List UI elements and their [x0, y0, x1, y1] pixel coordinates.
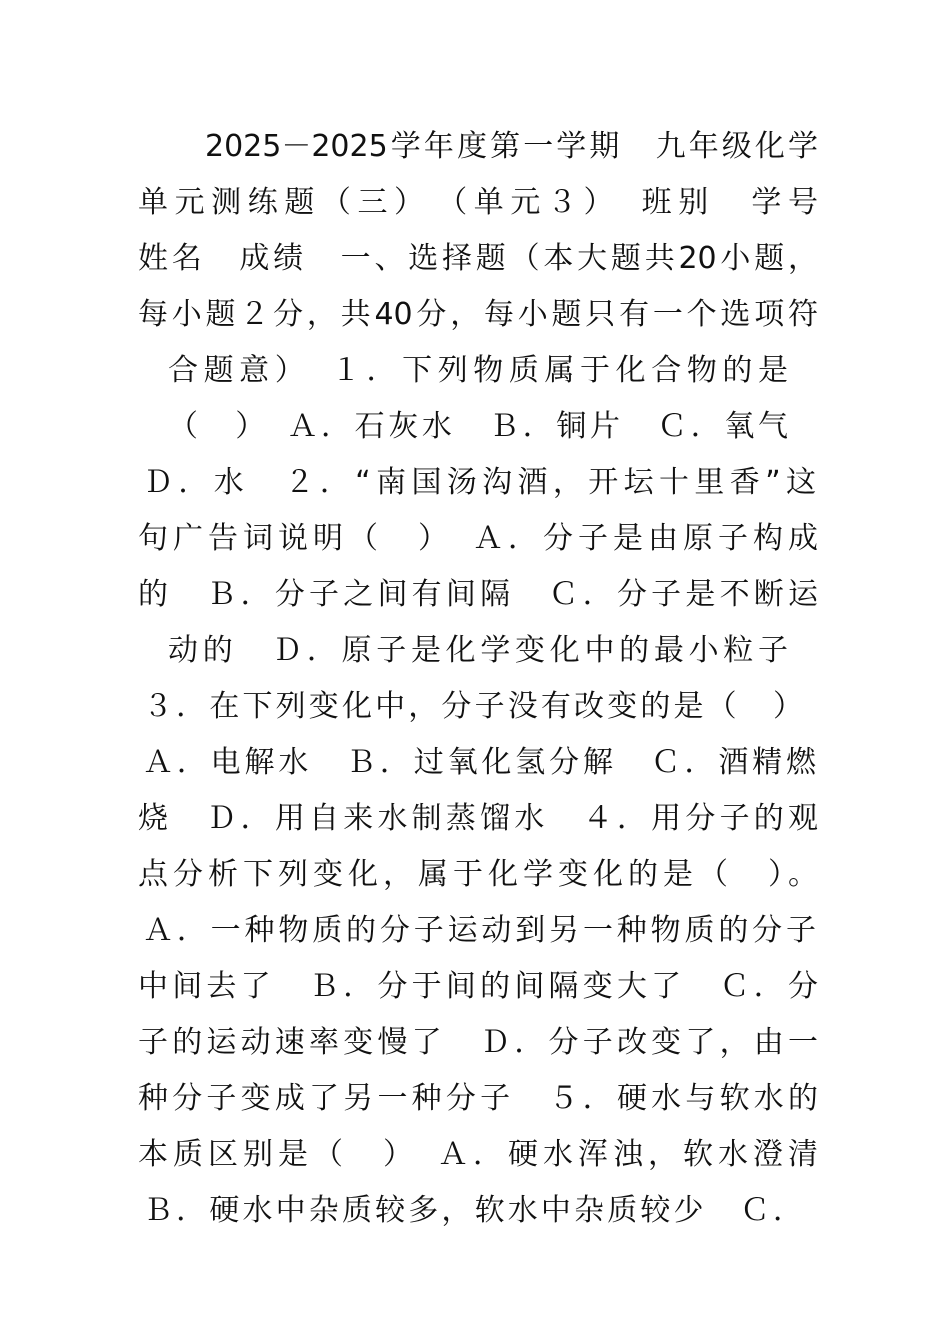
text-line-3: 姓名 成绩 一、选择题（本大题共20小题，	[138, 241, 818, 276]
text-line-15: Ａ．一种物质的分子运动到另一种物质的分子	[143, 913, 816, 948]
text-line-2: 单元测练题（三） （单元３） 班别 学号	[138, 185, 818, 220]
text-line-4: 每小题２分，共40分，每小题只有一个选项符	[138, 297, 818, 332]
text-line-16: 中间去了 Ｂ．分于间的间隔变大了 Ｃ．分	[138, 969, 818, 1004]
text-line-20: Ｂ．硬水中杂质较多，软水中杂质较少 Ｃ．	[143, 1193, 803, 1228]
text-line-9: 的 Ｂ．分子之间有间隔 Ｃ．分子是不断运	[138, 577, 818, 612]
text-line-18: 种分子变成了另一种分子 ５．硬水与软水的	[138, 1081, 818, 1116]
text-line-8: 句广告词说明（ ） Ａ．分子是由原子构成	[138, 521, 818, 556]
text-line-19: 本质区别是（ ） Ａ．硬水浑浊，软水澄清	[138, 1137, 818, 1172]
text-line-14: 点分析下列变化，属于化学变化的是（ ）。	[138, 857, 818, 892]
text-line-6: （ ） Ａ．石灰水 Ｂ．铜片 Ｃ．氧气	[168, 409, 788, 444]
text-line-17: 子的运动速率变慢了 Ｄ．分子改变了，由一	[138, 1025, 818, 1060]
text-line-10: 动的 Ｄ．原子是化学变化中的最小粒子	[168, 633, 788, 668]
text-line-1: 2025－2025学年度第一学期 九年级化学	[205, 129, 818, 164]
text-line-7: Ｄ．水 ２．“南国汤沟酒，开坛十里香”这	[143, 465, 816, 500]
text-line-13: 烧 Ｄ．用自来水制蒸馏水 ４．用分子的观	[138, 801, 818, 836]
text-line-11: ３．在下列变化中，分子没有改变的是（ ）	[143, 689, 803, 724]
text-line-5: 合题意） １．下列物质属于化合物的是	[168, 353, 788, 388]
text-line-12: Ａ．电解水 Ｂ．过氧化氢分解 Ｃ．酒精燃	[143, 745, 816, 780]
